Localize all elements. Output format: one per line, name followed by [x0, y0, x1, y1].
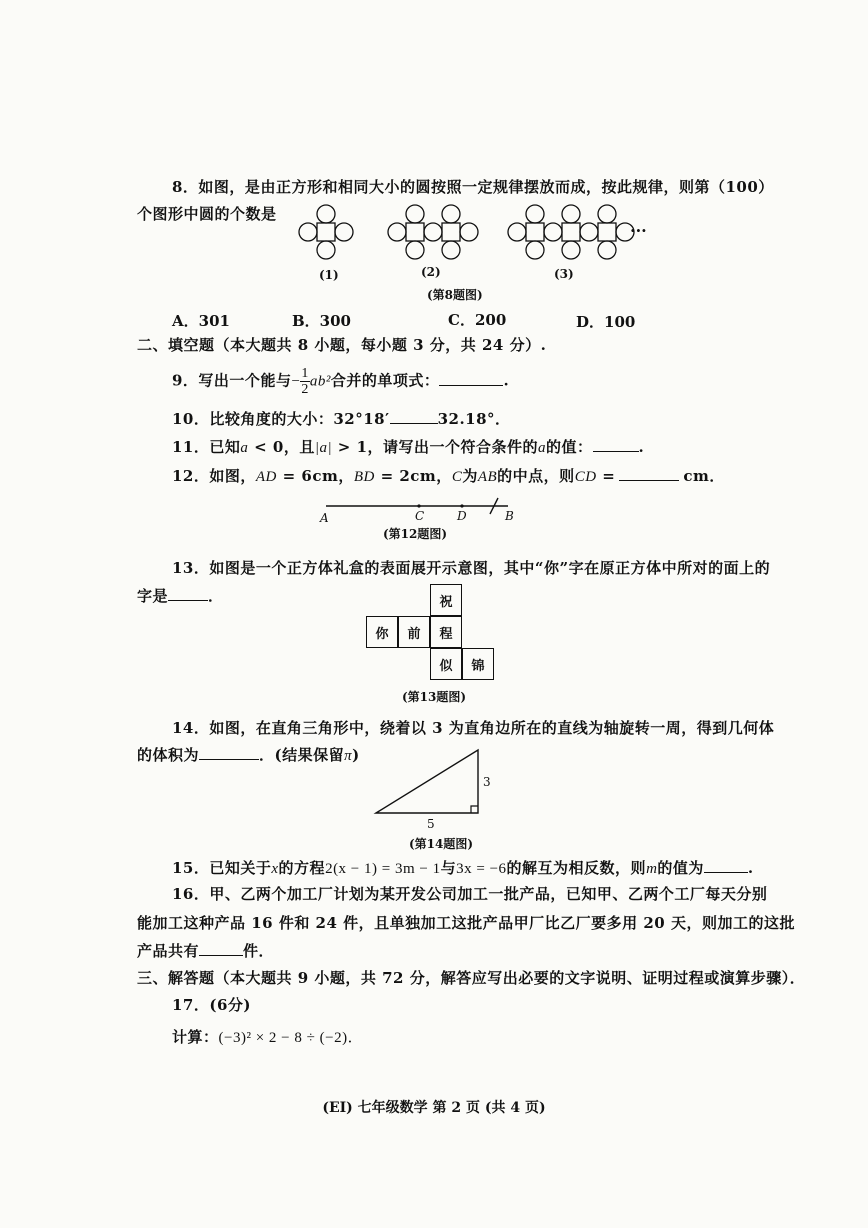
q13-line1: 13．如图是一个正方体礼盒的表面展开示意图，其中“你”字在原正方体中所对的面上的	[172, 559, 771, 577]
q12-point-d: D	[457, 509, 467, 523]
q12-line	[172, 465, 725, 486]
q13-line2	[137, 585, 224, 606]
q12-text-2: = 6cm，	[276, 467, 354, 485]
q11-abs-a: |a|	[314, 440, 333, 456]
q16-line2: 能加工这种产品 16 件和 24 件，且单独加工这批产品甲厂比乙厂要多用 20 天，则加工的这批	[137, 914, 795, 932]
q12-point-c: C	[415, 509, 425, 523]
q11-text-4: 的值：	[546, 438, 593, 456]
section-2-heading: 二、填空题（本大题共 8 小题，每小题 3 分，共 24 分）.	[137, 336, 547, 354]
q12-text-4: 为	[462, 467, 478, 485]
q12-point-a: A	[320, 511, 329, 525]
q14-side-3: 3	[483, 775, 491, 789]
q13-cell-cheng: 程	[430, 616, 462, 648]
q9-answer-blank	[439, 385, 503, 386]
q17-expression: (−3)² × 2 − 8 ÷ (−2)．	[218, 1030, 364, 1046]
q16-line1: 16．甲、乙两个加工厂计划为某开发公司加工一批产品，已知甲、乙两个工厂每天分别	[172, 885, 768, 903]
q15-answer-blank	[704, 872, 748, 873]
q14-triangle-figure	[370, 745, 500, 833]
q9-frac-sign: −	[291, 373, 301, 390]
q8-figure-2	[388, 205, 478, 259]
q9-fraction	[300, 366, 310, 397]
q8-figure-1	[299, 205, 353, 259]
q13-cube-net	[366, 584, 496, 684]
q12-text-1: 12．如图，	[172, 467, 256, 485]
q13-end: ．	[208, 587, 224, 605]
q15-text-1: 15．已知关于	[172, 859, 272, 877]
q12-c: C	[451, 469, 463, 485]
q12-ab: AB	[477, 469, 498, 485]
q12-segment-figure	[312, 494, 522, 526]
q13-cell-si: 似	[430, 648, 462, 680]
q8-choice-b: B．300	[292, 312, 351, 330]
q8-figure-3	[508, 205, 634, 259]
q12-cd: CD	[574, 469, 597, 485]
q11-text-2: < 0，且	[248, 438, 315, 456]
q15-text-4: 的解互为相反数，则	[506, 859, 647, 877]
q17-title: 17．(6分)	[172, 996, 252, 1014]
q12-text-6: =	[596, 467, 616, 485]
q12-point-b: B	[505, 509, 514, 523]
q14-caption: (第14题图)	[409, 837, 474, 851]
q12-answer-blank	[619, 480, 679, 481]
q14-line2	[137, 744, 360, 765]
q11-answer-blank	[593, 451, 639, 452]
q13-cell-zhu: 祝	[430, 584, 462, 616]
q14-line1: 14．如图，在直角三角形中，绕着以 3 为直角边所在的直线为轴旋转一周，得到几何体	[172, 719, 775, 737]
q13-cell-qian: 前	[398, 616, 430, 648]
q15-var-m: m	[646, 861, 658, 877]
q9-end: .	[503, 371, 510, 390]
q14-side-5: 5	[427, 817, 435, 831]
q11-line	[172, 436, 644, 457]
q12-text-3: = 2cm，	[374, 467, 452, 485]
q16-answer-blank	[199, 955, 243, 956]
q8-label-1: (1)	[319, 268, 339, 282]
q8-choice-d: D．100	[576, 313, 636, 331]
q8-choice-a: A．301	[172, 312, 230, 330]
q16-line3	[137, 940, 274, 961]
q15-text-2: 的方程	[278, 859, 326, 877]
q8-ellipsis: ···	[630, 221, 647, 240]
q8-label-3: (3)	[554, 267, 574, 281]
q8-pattern-figure	[290, 196, 680, 286]
q11-text-3: > 1，请写出一个符合条件的	[332, 438, 539, 456]
q11-var-a: a	[240, 440, 249, 456]
q9-line	[172, 366, 509, 397]
q17-line	[172, 1026, 363, 1047]
q17-prefix: 计算：	[172, 1028, 219, 1046]
q13-answer-blank	[168, 600, 208, 601]
q10-prefix: 10．比较角度的大小：32°18′	[172, 410, 390, 428]
q9-term: ab²	[309, 373, 331, 390]
q9-prefix: 9．写出一个能与	[172, 371, 292, 390]
q12-ad: AD	[255, 469, 277, 485]
q9-frac-den: 2	[301, 382, 309, 397]
q11-text-1: 11．已知	[172, 438, 241, 456]
q8-choice-c: C．200	[448, 311, 507, 329]
q12-bd: BD	[353, 469, 375, 485]
q12-text-5: 的中点，则	[497, 467, 575, 485]
q13-caption: (第13题图)	[402, 690, 467, 704]
section-3-heading: 三、解答题（本大题共 9 小题，共 72 分，解答应写出必要的文字说明、证明过程或演算步骤）．	[137, 969, 806, 987]
q15-end: .	[747, 859, 754, 877]
q16-line3-text: 产品共有	[137, 942, 200, 960]
q13-line2-text: 字是	[137, 587, 169, 605]
q14-line2-text: 的体积为	[137, 746, 200, 764]
q14-note: ．(结果保留	[259, 746, 345, 764]
q9-suffix: 合并的单项式：	[330, 371, 440, 390]
q14-note-end: )	[352, 746, 360, 764]
q12-unit: cm．	[683, 467, 725, 485]
q15-var-x: x	[271, 861, 279, 877]
page-footer: (EI) 七年级数学 第 2 页 (共 4 页)	[322, 1100, 546, 1116]
q15-line	[172, 857, 754, 878]
q8-line2: 个图形中圆的个数是	[137, 205, 277, 223]
q8-label-2: (2)	[421, 265, 441, 279]
q9-frac-num: 1	[301, 366, 309, 381]
q13-cell-ni: 你	[366, 616, 398, 648]
q11-var-a-2: a	[538, 440, 547, 456]
q12-caption: (第12题图)	[383, 527, 448, 541]
q14-pi: π	[344, 748, 353, 764]
q16-line3-end: 件．	[243, 942, 275, 960]
q15-text-3: 与	[440, 859, 457, 877]
q10-line	[172, 408, 511, 429]
q8-caption: (第8题图)	[427, 288, 483, 302]
q11-end: .	[638, 438, 645, 456]
q8-line1: 8．如图，是由正方形和相同大小的圆按照一定规律摆放而成，按此规律，则第（100）	[172, 178, 774, 196]
q15-equation-1: 2(x − 1) = 3m − 1	[325, 861, 441, 877]
q15-equation-2: 3x = −6	[456, 861, 507, 877]
q10-answer-blank	[390, 423, 438, 424]
q14-answer-blank	[199, 759, 259, 760]
q10-suffix: 32.18°．	[437, 410, 511, 428]
q15-text-5: 的值为	[657, 859, 704, 877]
q13-cell-jin: 锦	[462, 648, 494, 680]
